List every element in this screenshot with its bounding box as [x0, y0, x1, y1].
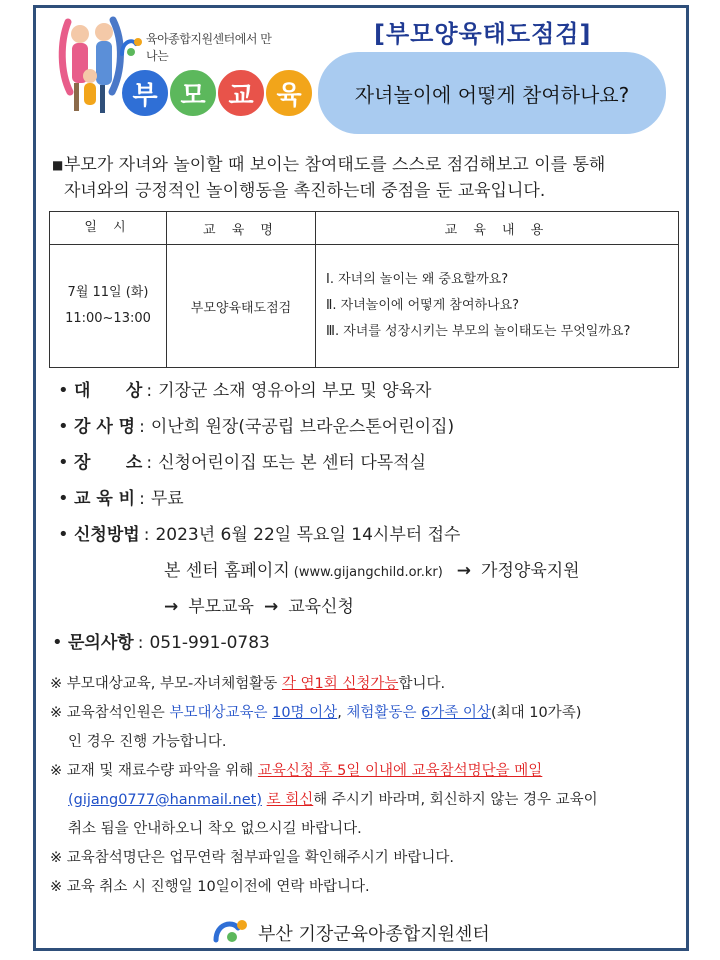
note-highlight: 교육신청 후 5일 이내에 교육참석명단을 메일	[257, 763, 543, 779]
note-mark: ※	[50, 850, 63, 866]
center-mark-icon	[118, 34, 144, 60]
bullet-dot-icon: •	[58, 380, 69, 401]
note-text: 교육참석인원은	[66, 705, 165, 721]
bullet-dot-icon: •	[58, 524, 69, 545]
colon: :	[146, 381, 153, 401]
header-content: 교 육 내 용	[316, 212, 679, 245]
bullet-dot-icon: •	[58, 452, 69, 473]
content-item: Ⅱ. 자녀놀이에 어떻게 참여하나요?	[326, 298, 520, 313]
bubble-char: 모	[168, 68, 218, 118]
colon: :	[137, 633, 144, 653]
note-2-cont: 인 경우 진행 가능합니다.	[68, 734, 227, 750]
cell-date	[50, 245, 167, 368]
note-mark: ※	[50, 763, 63, 779]
apply-text: 교육신청	[288, 597, 354, 617]
page-title: [부모양육태도점검]	[374, 20, 592, 48]
cell-name: 부모양육태도점검	[167, 245, 316, 368]
note-text: 교육참석명단은 업무연락 첨부파일을 확인해주시기 바랍니다.	[66, 850, 454, 866]
intro-line-1: 부모가 자녀와 놀이할 때 보이는 참여태도를 스스로 점검해보고 이를 통해	[64, 155, 606, 175]
info-value: 무료	[150, 489, 184, 509]
info-label: 장 소	[74, 453, 143, 473]
topic-banner	[318, 52, 666, 134]
info-fee	[58, 484, 698, 520]
note-text: ,	[337, 705, 342, 721]
colon: :	[139, 417, 145, 437]
table-row	[50, 245, 679, 368]
note-text: 합니다.	[398, 676, 446, 692]
center-logo-text: 육아종합지원센터에서 만나는	[146, 32, 272, 63]
info-value: 051-991-0783	[149, 633, 270, 653]
homepage-link[interactable]: (www.gijangchild.or.kr)	[293, 565, 443, 580]
note-mark: ※	[50, 705, 63, 721]
content-item: Ⅰ. 자녀의 놀이는 왜 중요할까요?	[326, 272, 509, 287]
content-item: Ⅲ. 자녀를 성장시키는 부모의 놀이태도는 무엇일까요?	[326, 324, 631, 339]
table-header-row	[50, 212, 679, 245]
topic-text: 자녀놀이에 어떻게 참여하나요?	[354, 82, 630, 107]
info-apply	[58, 520, 698, 556]
square-bullet-icon: ■	[52, 158, 64, 172]
header-name: 교 육 명	[167, 212, 316, 245]
info-list	[52, 376, 698, 664]
note-text: 부모대상교육, 부모-자녀체험활동	[66, 676, 278, 692]
footer-org	[212, 916, 490, 950]
bullet-dot-icon: •	[52, 632, 63, 653]
apply-text: 부모교육	[188, 597, 254, 617]
bubble-char: 교	[216, 68, 266, 118]
colon: :	[146, 453, 153, 473]
apply-path-1	[58, 556, 698, 592]
schedule-table	[49, 211, 679, 368]
info-label: 강 사 명	[74, 417, 136, 437]
intro-paragraph	[52, 152, 692, 204]
bubble-char: 부	[120, 68, 170, 118]
note-text: 교육 취소 시 진행일 10일이전에 연락 바랍니다.	[66, 879, 370, 895]
program-logo	[58, 12, 302, 122]
note-3-cont: 취소 됨을 안내하오니 착오 없으시길 바랍니다.	[68, 821, 362, 837]
info-lecturer	[58, 412, 698, 448]
arrow-right-icon: →	[263, 597, 279, 617]
info-value: 기장군 소재 영유아의 부모 및 양육자	[158, 381, 432, 401]
arrow-right-icon: →	[456, 561, 472, 581]
info-label: 교 육 비	[74, 489, 136, 509]
apply-text: 본 센터 홈페이지	[164, 561, 290, 581]
footer-org-name: 부산 기장군육아종합지원센터	[258, 924, 490, 945]
note-5	[50, 873, 690, 902]
program-bubbles	[120, 68, 312, 118]
info-value: 이난희 원장(국공립 브라운스톤어린이집)	[150, 417, 455, 437]
info-target	[58, 376, 698, 412]
note-4	[50, 844, 690, 873]
info-place	[58, 448, 698, 484]
info-value: 신청어린이집 또는 본 센터 다목적실	[158, 453, 427, 473]
note-1	[50, 670, 690, 699]
note-text: 교재 및 재료수량 파악을 위해	[66, 763, 254, 779]
bubble-char: 육	[264, 68, 314, 118]
bullet-dot-icon: •	[58, 416, 69, 437]
info-label: 문의사항	[68, 633, 134, 653]
note-highlight: 10명 이상	[272, 705, 338, 721]
apply-text: 가정양육지원	[481, 561, 580, 581]
note-highlight: 부모대상교육은	[169, 705, 268, 721]
note-highlight: 6가족 이상	[421, 705, 491, 721]
notes-section	[50, 670, 690, 902]
intro-line-2: 자녀와의 긍정적인 놀이행동을 촉진하는데 중점을 둔 교육입니다.	[64, 181, 546, 201]
note-highlight: 로 회신	[266, 792, 314, 808]
cell-content	[316, 245, 679, 368]
note-mark: ※	[50, 676, 63, 692]
bullet-dot-icon: •	[58, 488, 69, 509]
center-logo	[118, 30, 278, 64]
note-text: (최대 10가족)	[490, 705, 582, 721]
note-2	[50, 699, 690, 728]
info-value: 2023년 6월 22일 목요일 14시부터 접수	[155, 525, 461, 545]
note-highlight: 체험활동은	[346, 705, 417, 721]
center-mark-icon	[212, 916, 252, 950]
apply-path-2	[58, 592, 698, 628]
note-mark: ※	[50, 879, 63, 895]
info-label: 신청방법	[74, 525, 140, 545]
colon: :	[139, 489, 145, 509]
note-3	[50, 757, 690, 786]
family-illustration	[58, 12, 128, 122]
note-text: 해 주시기 바라며, 회신하지 않는 경우 교육이	[313, 792, 598, 808]
date-text: 7월 11일 (화)	[67, 285, 149, 300]
colon: :	[143, 525, 150, 545]
email-link[interactable]: (gijang0777@hanmail.net)	[68, 792, 262, 808]
note-highlight: 각 연1회 신청가능	[281, 676, 399, 692]
header-date: 일 시	[50, 212, 167, 245]
info-label: 대 상	[74, 381, 143, 401]
arrow-right-icon: →	[164, 597, 179, 617]
time-text: 11:00~13:00	[65, 311, 151, 326]
note-3-line2	[50, 786, 690, 815]
info-contact	[52, 628, 698, 664]
